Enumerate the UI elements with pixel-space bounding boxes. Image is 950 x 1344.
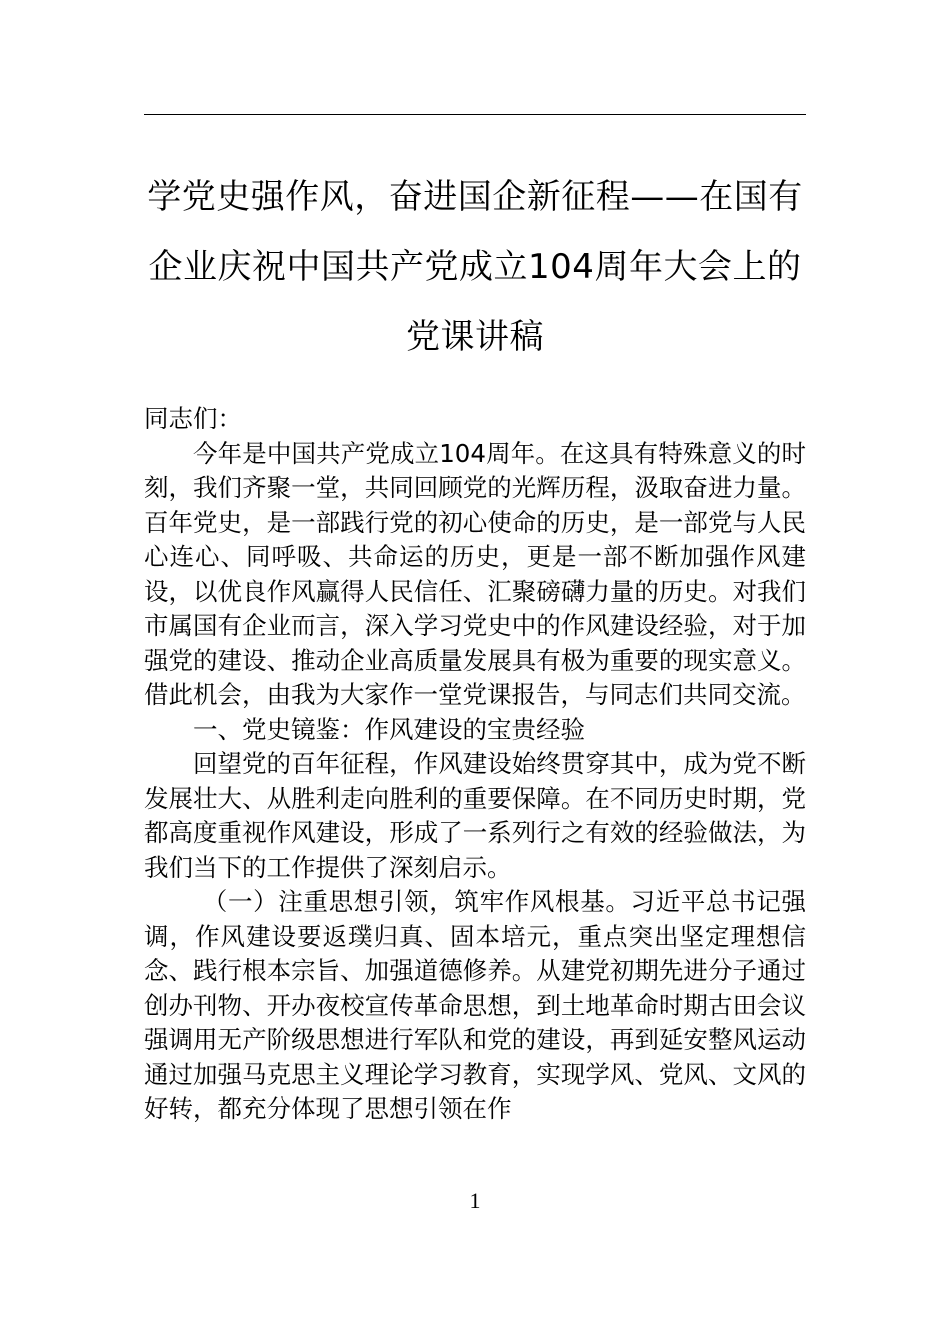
salutation: 同志们： xyxy=(144,404,242,433)
document-title: 学党史强作风，奋进国企新征程——在国有企业庆祝中国共产党成立104周年大会上的党课讲稿 xyxy=(147,177,803,357)
page-number: 1 xyxy=(469,1188,481,1213)
section-heading-1: 一、党史镜鉴：作风建设的宝贵经验 xyxy=(193,714,585,744)
document-body xyxy=(144,402,806,1127)
paragraph-subsection-1: （一）注重思想引领，筑牢作风根基。习近平总书记强调，作风建设要返璞归真、固本培元，重点突出坚定理想信念、践行根本宗旨、加强道德修养。从建党初期先进分子通过创办刊物、开办夜校宣传革命思想，到土地革命时期古田会议强调用无产阶级思想进行军队和党的建设，再到延安整风运动通过加强马克思主义理论学习教育，实现学风、党风、文风的好转，都充分体现了思想引领在作 xyxy=(144,887,806,1123)
paragraph-intro: 今年是中国共产党成立104周年。在这具有特殊意义的时刻，我们齐聚一堂，共同回顾党的光辉历程，汲取奋进力量。百年党史，是一部践行党的初心使命的历史，是一部党与人民心连心、同呼吸、共命运的历史，更是一部不断加强作风建设，以优良作风赢得人民信任、汇聚磅礴力量的历史。对我们市属国有企业而言，深入学习党史中的作风建设经验，对于加强党的建设、推动企业高质量发展具有极为重要的现实意义。借此机会，由我为大家作一堂党课报告，与同志们共同交流。 xyxy=(144,438,806,709)
paragraph-section-1: 回望党的百年征程，作风建设始终贯穿其中，成为党不断发展壮大、从胜利走向胜利的重要保障。在不同历史时期，党都高度重视作风建设，形成了一系列行之有效的经验做法，为我们当下的工作提供了深刻启示。 xyxy=(144,749,806,882)
header-rule xyxy=(144,114,806,115)
